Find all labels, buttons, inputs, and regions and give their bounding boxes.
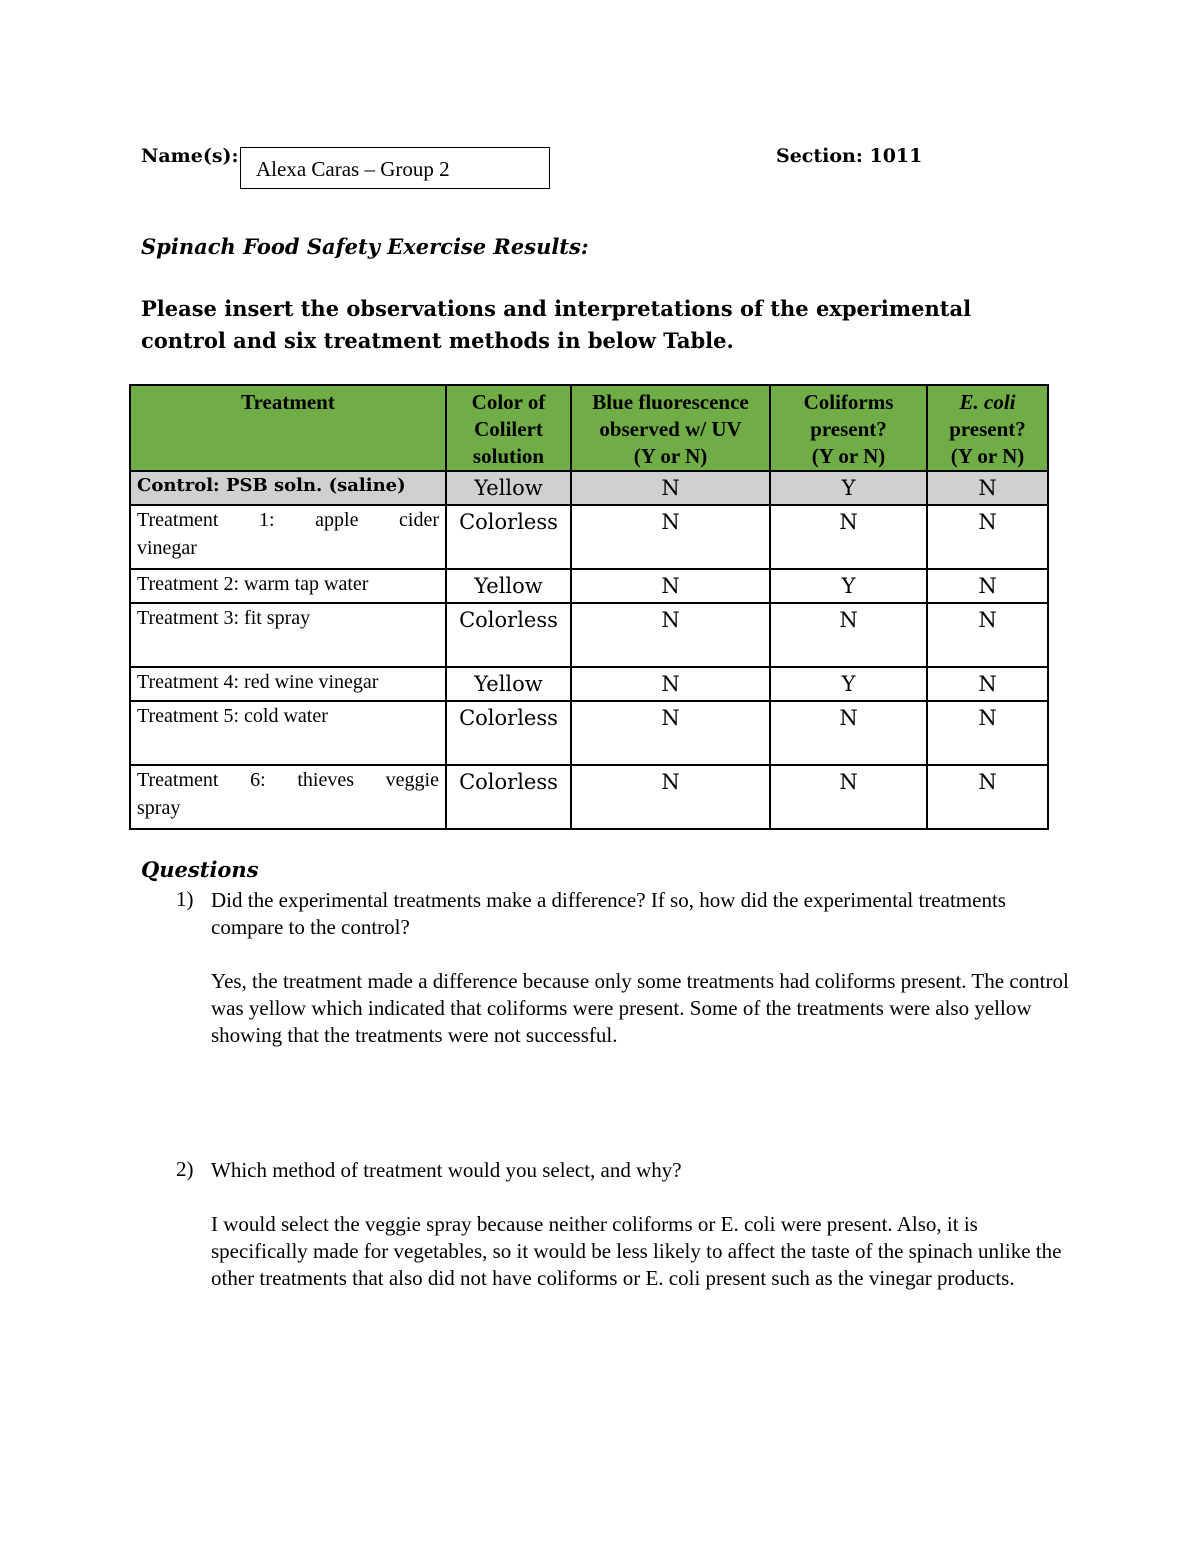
- header-coliforms: [770, 385, 927, 471]
- treatment-label: Treatment 2: warm tap water: [137, 573, 369, 595]
- question-number: 2): [176, 1157, 194, 1181]
- cell-treatment: [130, 701, 446, 765]
- results-table: [129, 384, 1049, 830]
- cell-color: Colorless: [446, 603, 571, 667]
- cell-color: Yellow: [446, 667, 571, 701]
- cell-blue: N: [571, 505, 770, 569]
- table-row-control: [130, 471, 1048, 505]
- cell-blue: N: [571, 569, 770, 603]
- treatment-label-cont: spray: [137, 797, 181, 819]
- cell-coliforms: N: [770, 701, 927, 765]
- cell-color: Yellow: [446, 569, 571, 603]
- header-ecoli-line: present?: [949, 417, 1026, 441]
- question-text: Which method of treatment would you select, and why?: [211, 1158, 682, 1182]
- cell-treatment: [130, 569, 446, 603]
- cell-blue: N: [571, 701, 770, 765]
- question-answer[interactable]: Yes, the treatment made a difference because only some treatments had coliforms present. The control was yellow which indicated that coliforms were present. Some of the treatments were also yellow showing that the treatments were not successful.: [211, 969, 1069, 1047]
- header-ecoli: [927, 385, 1048, 471]
- cell-ecoli: N: [927, 505, 1048, 569]
- question-number: 1): [176, 887, 194, 911]
- cell-coliforms: Y: [770, 667, 927, 701]
- treatment-label: Treatment 6: thieves veggie: [137, 769, 439, 791]
- treatment-label: Control: PSB soln. (saline): [137, 475, 406, 496]
- treatment-label: Treatment 3: fit spray: [137, 607, 311, 629]
- cell-treatment: [130, 505, 446, 569]
- header-treatment: [130, 385, 446, 471]
- cell-coliforms: N: [770, 505, 927, 569]
- header-ecoli-line: (Y or N): [950, 444, 1025, 468]
- table-row: [130, 765, 1048, 829]
- header-blue-line: Blue fluorescence: [592, 390, 749, 414]
- cell-ecoli: N: [927, 569, 1048, 603]
- cell-blue: N: [571, 603, 770, 667]
- questions-heading: Questions: [141, 857, 259, 882]
- treatment-label: Treatment 1: apple cider: [137, 509, 439, 531]
- cell-color: Colorless: [446, 701, 571, 765]
- table-row: [130, 667, 1048, 701]
- treatment-label: Treatment 5: cold water: [137, 705, 328, 727]
- header-ecoli-line: E. coli: [959, 390, 1016, 414]
- cell-color: Colorless: [446, 765, 571, 829]
- cell-ecoli: N: [927, 701, 1048, 765]
- instructions-text: Please insert the observations and interpretations of the experimental control and six treatment methods in below Table.: [141, 296, 972, 353]
- cell-ecoli: N: [927, 667, 1048, 701]
- page-title: Spinach Food Safety Exercise Results:: [141, 234, 589, 259]
- table-row: [130, 701, 1048, 765]
- cell-coliforms: Y: [770, 471, 927, 505]
- cell-blue: N: [571, 667, 770, 701]
- table-row: [130, 569, 1048, 603]
- header-coliforms-line: (Y or N): [811, 444, 886, 468]
- header-blue-line: (Y or N): [633, 444, 708, 468]
- header-color: [446, 385, 571, 471]
- header-blue-line: observed w/ UV: [599, 417, 742, 441]
- cell-coliforms: Y: [770, 569, 927, 603]
- header-coliforms-line: present?: [810, 417, 887, 441]
- cell-blue: N: [571, 471, 770, 505]
- header-color-line: Colilert: [474, 417, 543, 441]
- names-field[interactable]: Alexa Caras – Group 2: [240, 147, 550, 189]
- names-label: Name(s):: [141, 145, 239, 167]
- cell-treatment: [130, 667, 446, 701]
- cell-coliforms: N: [770, 603, 927, 667]
- header-blue-fluorescence: [571, 385, 770, 471]
- treatment-label-cont: vinegar: [137, 537, 197, 559]
- cell-treatment: [130, 471, 446, 505]
- question-text: Did the experimental treatments make a difference? If so, how did the experimental treatments compare to the control?: [211, 888, 1006, 939]
- section-label: Section: 1011: [776, 145, 923, 167]
- header-treatment-label: Treatment: [241, 390, 335, 414]
- table-row: [130, 505, 1048, 569]
- cell-color: Colorless: [446, 505, 571, 569]
- cell-treatment: [130, 603, 446, 667]
- table-row: [130, 603, 1048, 667]
- cell-blue: N: [571, 765, 770, 829]
- header-color-line: solution: [472, 444, 545, 468]
- cell-ecoli: N: [927, 471, 1048, 505]
- header-coliforms-line: Coliforms: [803, 390, 894, 414]
- table-header-row: [130, 385, 1048, 471]
- cell-color: Yellow: [446, 471, 571, 505]
- cell-treatment: [130, 765, 446, 829]
- cell-ecoli: N: [927, 603, 1048, 667]
- cell-coliforms: N: [770, 765, 927, 829]
- treatment-label: Treatment 4: red wine vinegar: [137, 671, 379, 693]
- header-color-line: Color of: [471, 390, 546, 414]
- cell-ecoli: N: [927, 765, 1048, 829]
- question-answer[interactable]: I would select the veggie spray because neither coliforms or E. coli were present. Also, it is specifically made for vegetables, so it would be less likely to affect the taste of the spinach unlike the other treatments that also did not have coliforms or E. coli present such as the vinegar products.: [211, 1212, 1062, 1290]
